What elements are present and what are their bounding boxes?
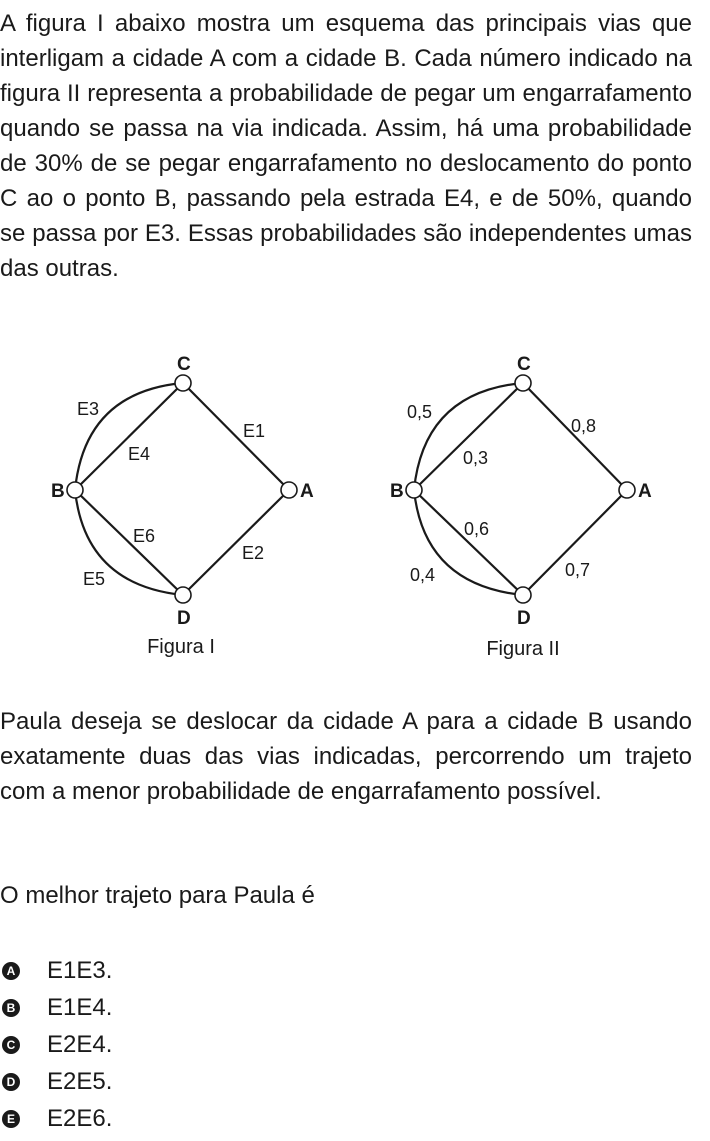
fig2-node-d bbox=[515, 587, 531, 603]
fig1-node-d bbox=[175, 587, 191, 603]
question-prompt: O melhor trajeto para Paula é bbox=[0, 882, 315, 909]
figure-1 bbox=[51, 354, 314, 658]
fig2-label-c: C bbox=[517, 354, 531, 375]
fig2-value-e1: 0,8 bbox=[571, 416, 597, 436]
option-b-text: E1E4. bbox=[47, 993, 113, 1021]
fig2-value-e6: 0,6 bbox=[464, 519, 490, 539]
option-e-text: E2E6. bbox=[47, 1104, 113, 1132]
fig2-label-b: B bbox=[390, 481, 404, 502]
fig2-value-e5: 0,4 bbox=[410, 565, 436, 585]
option-a-badge: A bbox=[2, 962, 20, 980]
option-b[interactable] bbox=[0, 989, 112, 1026]
fig2-edge-e1 bbox=[523, 383, 627, 490]
option-d[interactable] bbox=[0, 1063, 112, 1100]
option-d-text: E2E5. bbox=[47, 1067, 113, 1095]
fig2-node-a bbox=[619, 482, 635, 498]
option-d-badge: D bbox=[2, 1073, 20, 1091]
fig1-node-c bbox=[175, 375, 191, 391]
question-paragraph: Paula deseja se deslocar da cidade A para a cidade B usando exatamente duas das vias indicadas, percorrendo um trajeto com a menor probabilidade de engarrafamento possível. bbox=[0, 708, 692, 805]
option-c-text: E2E4. bbox=[47, 1030, 113, 1058]
fig2-node-b bbox=[406, 482, 422, 498]
option-b-badge: B bbox=[2, 999, 20, 1017]
fig1-label-c: C bbox=[177, 354, 191, 375]
fig1-caption: Figura I bbox=[147, 636, 215, 658]
fig1-label-e3: E3 bbox=[77, 399, 100, 419]
fig2-label-a: A bbox=[638, 481, 652, 502]
fig1-label-e2: E2 bbox=[242, 543, 265, 563]
fig1-label-a: A bbox=[300, 481, 314, 502]
option-a-text: E1E3. bbox=[47, 956, 113, 984]
option-c[interactable] bbox=[0, 1026, 112, 1063]
option-a[interactable] bbox=[0, 952, 112, 989]
fig2-value-e4: 0,3 bbox=[463, 448, 489, 468]
fig1-label-e1: E1 bbox=[243, 421, 266, 441]
fig1-edge-e1 bbox=[183, 383, 289, 490]
road-network-figures bbox=[0, 340, 710, 670]
fig1-label-b: B bbox=[51, 481, 65, 502]
fig2-label-d: D bbox=[517, 608, 531, 629]
fig1-label-d: D bbox=[177, 608, 191, 629]
fig1-node-a bbox=[281, 482, 297, 498]
option-e-badge: E bbox=[2, 1110, 20, 1128]
figure-2 bbox=[390, 354, 652, 660]
fig2-value-e3: 0,5 bbox=[407, 402, 433, 422]
option-e[interactable] bbox=[0, 1100, 112, 1137]
fig2-caption: Figura II bbox=[486, 638, 560, 660]
fig1-label-e5: E5 bbox=[83, 569, 106, 589]
fig1-label-e6: E6 bbox=[133, 526, 156, 546]
fig2-value-e2: 0,7 bbox=[565, 560, 591, 580]
fig1-edge-e2 bbox=[183, 490, 289, 595]
fig1-node-b bbox=[67, 482, 83, 498]
fig2-node-c bbox=[515, 375, 531, 391]
intro-paragraph: A figura I abaixo mostra um esquema das principais vias que interligam a cidade A com a cidade B. Cada número indicado na figura II representa a probabilidade de pegar um engarrafamento quando se passa na via indicada. Assim, há uma probabilidade de 30% de se pegar engarrafamento no deslocamento do ponto C ao o ponto B, passando pela estrada E4, e de 50%, quando se passa por E3. Essas probabilidades são independentes umas das outras. bbox=[0, 10, 692, 282]
fig1-label-e4: E4 bbox=[128, 444, 151, 464]
option-c-badge: C bbox=[2, 1036, 20, 1054]
answer-options bbox=[0, 952, 112, 1137]
